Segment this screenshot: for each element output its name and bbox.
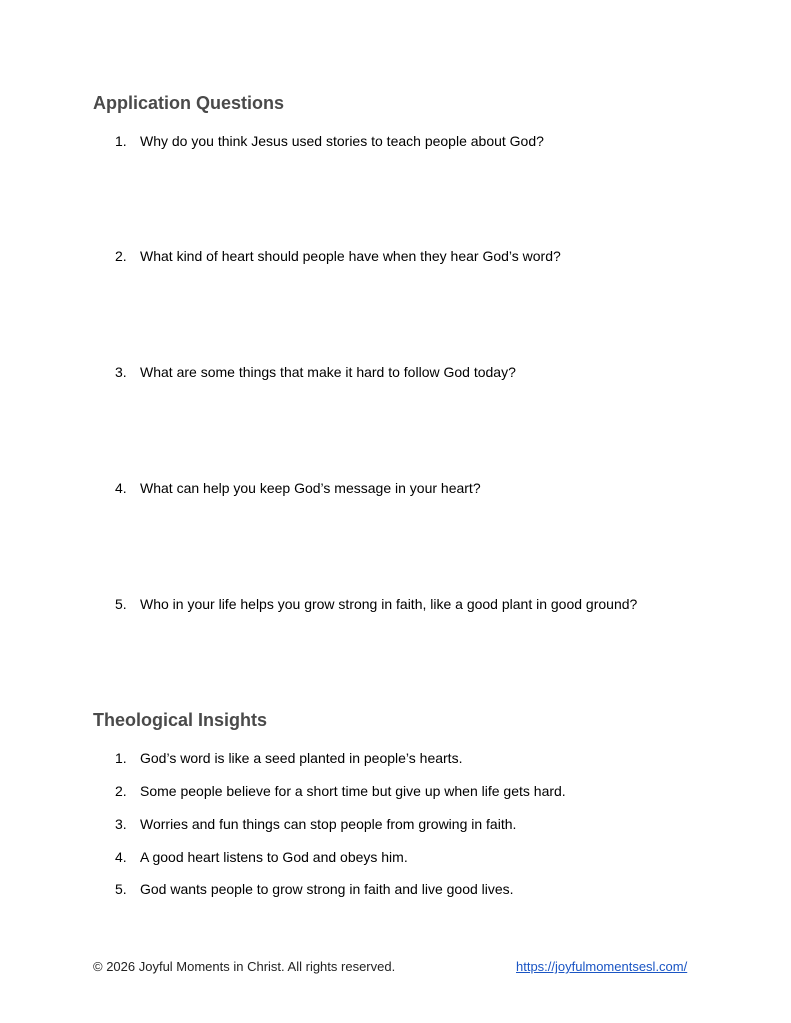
application-question-item bbox=[115, 247, 561, 265]
question-text: Why do you think Jesus used stories to teach people about God? bbox=[140, 133, 544, 149]
list-number: 3. bbox=[115, 816, 127, 832]
application-question-item bbox=[115, 132, 544, 150]
list-number: 2. bbox=[115, 783, 127, 799]
insight-text: God’s word is like a seed planted in people’s hearts. bbox=[140, 750, 463, 766]
question-text: What kind of heart should people have when they hear God’s word? bbox=[140, 248, 561, 264]
footer-copyright: © 2026 Joyful Moments in Christ. All rights reserved. bbox=[93, 959, 396, 974]
insight-item bbox=[115, 848, 408, 866]
question-text: What are some things that make it hard to follow God today? bbox=[140, 364, 516, 380]
list-number: 1. bbox=[115, 133, 127, 149]
list-number: 1. bbox=[115, 750, 127, 766]
insight-item bbox=[115, 749, 462, 767]
list-number: 3. bbox=[115, 364, 127, 380]
theological-insights-heading: Theological Insights bbox=[93, 710, 268, 730]
insight-text: God wants people to grow strong in faith and live good lives. bbox=[140, 881, 514, 897]
list-number: 4. bbox=[115, 849, 127, 865]
list-number: 5. bbox=[115, 596, 127, 612]
question-text: Who in your life helps you grow strong in faith, like a good plant in good ground? bbox=[140, 596, 638, 612]
application-question-item bbox=[115, 479, 481, 497]
insight-item bbox=[115, 880, 514, 898]
insight-text: Worries and fun things can stop people from growing in faith. bbox=[140, 816, 517, 832]
insight-text: Some people believe for a short time but give up when life gets hard. bbox=[140, 783, 566, 799]
list-number: 5. bbox=[115, 881, 127, 897]
list-number: 4. bbox=[115, 480, 127, 496]
insight-item bbox=[115, 815, 516, 833]
footer-website-link[interactable]: https://joyfulmomentsesl.com/ bbox=[516, 959, 688, 974]
application-question-item bbox=[115, 595, 637, 613]
list-number: 2. bbox=[115, 248, 127, 264]
application-question-item bbox=[115, 363, 516, 381]
insight-text: A good heart listens to God and obeys him. bbox=[140, 849, 408, 865]
insight-item bbox=[115, 782, 566, 800]
question-text: What can help you keep God’s message in your heart? bbox=[140, 480, 481, 496]
application-questions-heading: Application Questions bbox=[93, 93, 285, 113]
